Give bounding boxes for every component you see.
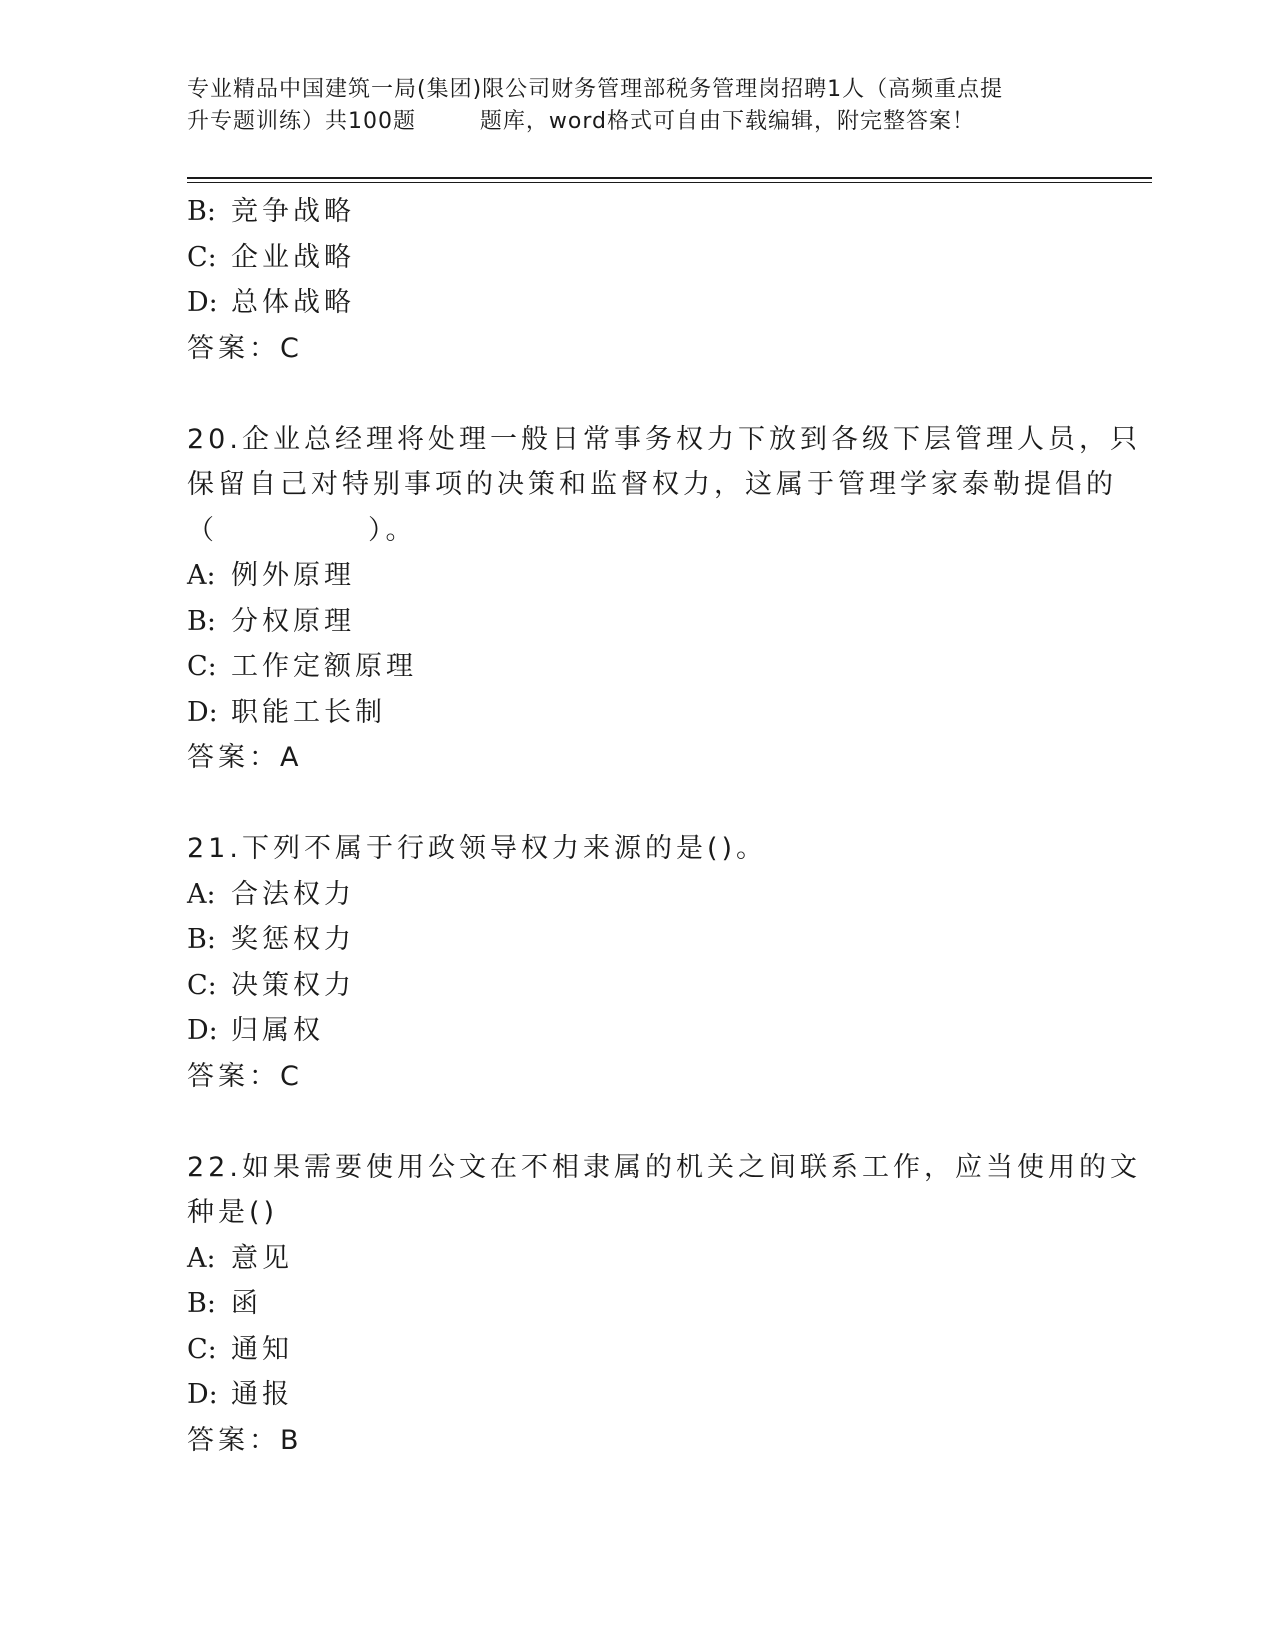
option-letter: D:	[187, 287, 218, 318]
option-a	[187, 1236, 1087, 1282]
option-text: 分权原理	[231, 605, 355, 637]
option-text: 职能工长制	[231, 696, 386, 728]
option-letter: D:	[187, 1379, 218, 1410]
question-20	[187, 417, 1141, 781]
answer-line	[187, 326, 1087, 372]
option-c	[187, 235, 1087, 281]
spacer	[187, 1099, 1087, 1145]
answer-label: 答案：	[187, 742, 280, 773]
option-a	[187, 872, 1087, 918]
option-c	[187, 644, 1087, 690]
question-21	[187, 826, 1087, 1099]
header-divider-thick	[187, 177, 1152, 179]
option-text: 企业战略	[231, 241, 355, 273]
option-text: 函	[231, 1288, 262, 1319]
answer-label: 答案：	[187, 332, 280, 364]
option-d	[187, 1372, 1087, 1418]
header-divider-thin	[187, 182, 1152, 183]
option-letter: C:	[187, 969, 217, 1001]
option-text: 合法权力	[231, 878, 355, 910]
option-letter: B:	[187, 1288, 216, 1319]
spacer	[187, 371, 1087, 417]
spacer	[187, 781, 1087, 827]
answer-value: C	[280, 332, 299, 364]
option-text: 归属权	[231, 1015, 324, 1046]
answer-value: C	[280, 1060, 299, 1092]
question-list	[187, 189, 1141, 1463]
option-text: 决策权力	[231, 969, 355, 1001]
question-stem-line-1: 22.如果需要使用公文在不相隶属的机关之间联系工作，应当使用的文	[187, 1151, 1141, 1183]
option-text: 例外原理	[231, 560, 355, 591]
option-text: 通报	[231, 1379, 293, 1410]
option-text: 奖惩权力	[231, 924, 355, 955]
answer-label: 答案：	[187, 1424, 280, 1456]
option-d	[187, 1008, 1087, 1054]
option-text: 竞争战略	[231, 196, 355, 227]
option-b	[187, 1281, 1087, 1327]
option-b	[187, 917, 1087, 963]
blank-close-paren: ）。	[368, 514, 417, 546]
question-19-tail	[187, 189, 1087, 371]
header-title-line-2: 升专题训练）共100题 题库，word格式可自由下载编辑，附完整答案！	[187, 109, 976, 134]
option-letter: D:	[187, 696, 218, 728]
question-stem-line-2: 保留自己对特别事项的决策和监督权力，这属于管理学家泰勒提倡的	[187, 469, 1117, 500]
question-22	[187, 1145, 1141, 1464]
option-d	[187, 690, 1087, 736]
question-stem-line-1: 21.下列不属于行政领导权力来源的是()。	[187, 833, 768, 864]
option-text: 总体战略	[231, 287, 355, 318]
option-a	[187, 553, 1087, 599]
question-stem-line-3	[187, 508, 1087, 554]
option-b	[187, 189, 1087, 235]
option-letter: C:	[187, 651, 217, 682]
option-letter: C:	[187, 241, 217, 273]
header-title-line-1: 专业精品中国建筑一局(集团)限公司财务管理部税务管理岗招聘1人（高频重点提	[187, 77, 1004, 102]
option-d	[187, 280, 1087, 326]
answer-line	[187, 735, 1087, 781]
option-letter: B:	[187, 924, 216, 955]
answer-value: A	[280, 742, 299, 773]
option-letter: B:	[187, 196, 216, 227]
answer-label: 答案：	[187, 1060, 280, 1092]
answer-value: B	[280, 1424, 299, 1456]
option-letter: D:	[187, 1015, 218, 1046]
option-b	[187, 599, 1087, 645]
option-c	[187, 1327, 1087, 1373]
option-letter: B:	[187, 605, 216, 637]
option-c	[187, 963, 1087, 1009]
blank-open-paren: （	[187, 514, 218, 546]
option-letter: C:	[187, 1333, 217, 1365]
option-letter: A:	[187, 560, 216, 591]
option-letter: A:	[187, 878, 216, 910]
answer-line	[187, 1418, 1087, 1464]
option-text: 意见	[231, 1242, 293, 1274]
option-text: 通知	[231, 1333, 293, 1365]
option-letter: A:	[187, 1242, 216, 1274]
question-stem-line-2: 种是()	[187, 1197, 279, 1228]
page-header	[187, 74, 1087, 138]
answer-line	[187, 1054, 1087, 1100]
question-stem-line-1: 20.企业总经理将处理一般日常事务权力下放到各级下层管理人员，只	[187, 423, 1141, 455]
option-text: 工作定额原理	[231, 651, 417, 682]
